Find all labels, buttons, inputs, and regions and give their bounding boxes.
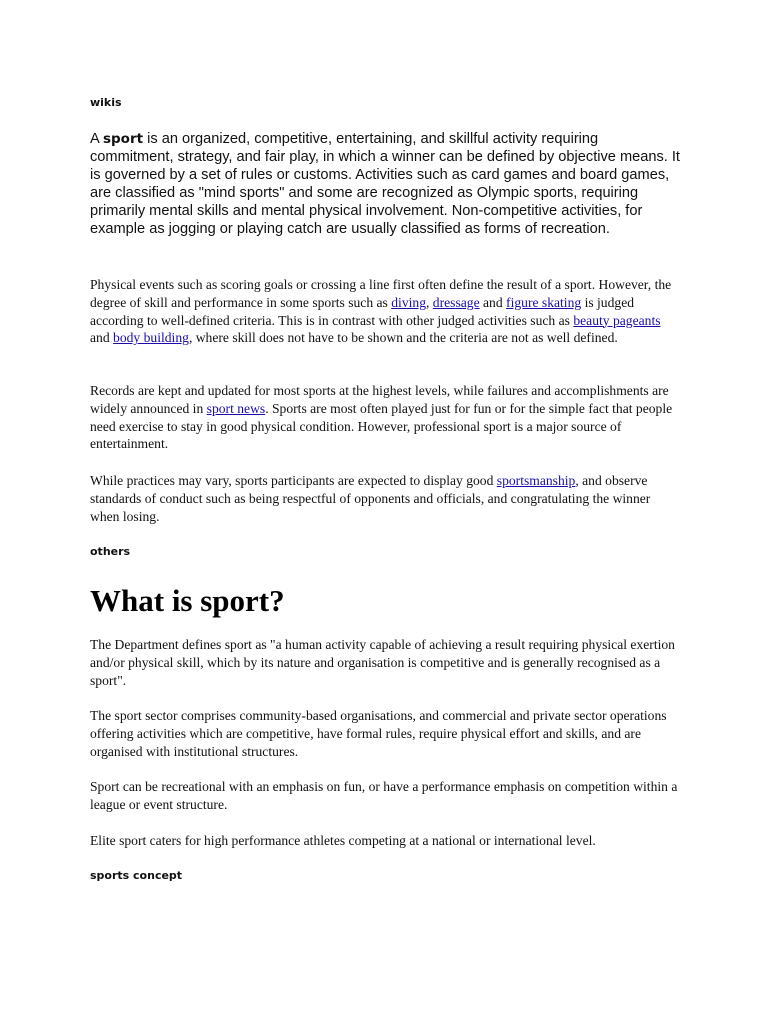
section-label-others: others xyxy=(90,545,131,558)
others-paragraph-4: Elite sport caters for high performance athletes competing at a national or international level. xyxy=(90,833,596,848)
text-run: is an organized, competitive, entertaining, and skillful activity requiring commitment, strategy, and fair play, in which a winner can be defined by objective means. It is governed by a set of rules or customs. Activities such as card games and board games, are classified as "mind sports" and some are recognized as Olympic sports, requiring primarily mental skills and mental physical involvement. Non-competitive activities, for example as jogging or playing catch are usually classified as forms of recreation. xyxy=(90,131,680,237)
link-diving[interactable]: diving xyxy=(391,294,426,310)
text-run: While practices may vary, sports participants are expected to display good xyxy=(90,473,497,488)
link-body-building[interactable]: body building xyxy=(113,330,189,346)
text-run: , xyxy=(426,294,433,310)
link-beauty-pageants[interactable]: beauty pageants xyxy=(573,312,661,328)
text-run: and xyxy=(90,330,114,346)
section-label-wikis: wikis xyxy=(90,96,122,109)
text-run: and xyxy=(479,294,507,310)
wiki-paragraph-4 xyxy=(90,472,680,525)
link-dressage[interactable]: dressage xyxy=(432,294,480,310)
link-figure-skating[interactable]: figure skating xyxy=(506,294,582,310)
wiki-paragraph-3 xyxy=(90,382,680,453)
text-run: . Sports are most often played just for fun or for the simple fact that people need exercise to stay in good physical condition. However, professional sport is a major source of entertainment. xyxy=(90,400,673,452)
link-sport-news[interactable]: sport news xyxy=(206,400,266,416)
text-run: Physical events such as scoring goals or crossing a line first often define the result of a sport. However, the degree of skill and performance in some sports such as xyxy=(90,277,672,310)
text-run: , and observe standards of conduct such as being respectful of opponents and officials, and congratulating the winner when losing. xyxy=(90,473,651,524)
section-label-sports-concept: sports concept xyxy=(90,869,183,882)
wiki-paragraph-2 xyxy=(90,276,680,347)
others-paragraph-3: Sport can be recreational with an emphasis on fun, or have a performance emphasis on competition within a league or event structure. xyxy=(90,779,678,812)
others-paragraph-1: The Department defines sport as "a human activity capable of achieving a result requiring physical exertion and/or physical skill, which by its nature and organisation is competitive and is generally recognised as a sport". xyxy=(90,637,675,688)
wiki-paragraph-1 xyxy=(90,130,680,238)
text-run: Records are kept and updated for most sports at the highest levels, while failures and accomplishments are widely announced in xyxy=(90,383,669,416)
link-sportsmanship[interactable]: sportsmanship xyxy=(496,473,576,488)
text-run: A xyxy=(90,131,103,147)
text-run: , where skill does not have to be shown and the criteria are not as well defined. xyxy=(188,330,618,346)
others-paragraph-2: The sport sector comprises community-based organisations, and commercial and private sector operations offering activities which are competitive, have formal rules, require physical effort and skills, and are organised with institutional structures. xyxy=(90,708,667,759)
text-run: is judged according to well-defined criteria. This is in contrast with other judged activities such as xyxy=(90,294,635,328)
page-heading: What is sport? xyxy=(90,583,285,618)
bold-term-sport: sport xyxy=(102,131,144,147)
